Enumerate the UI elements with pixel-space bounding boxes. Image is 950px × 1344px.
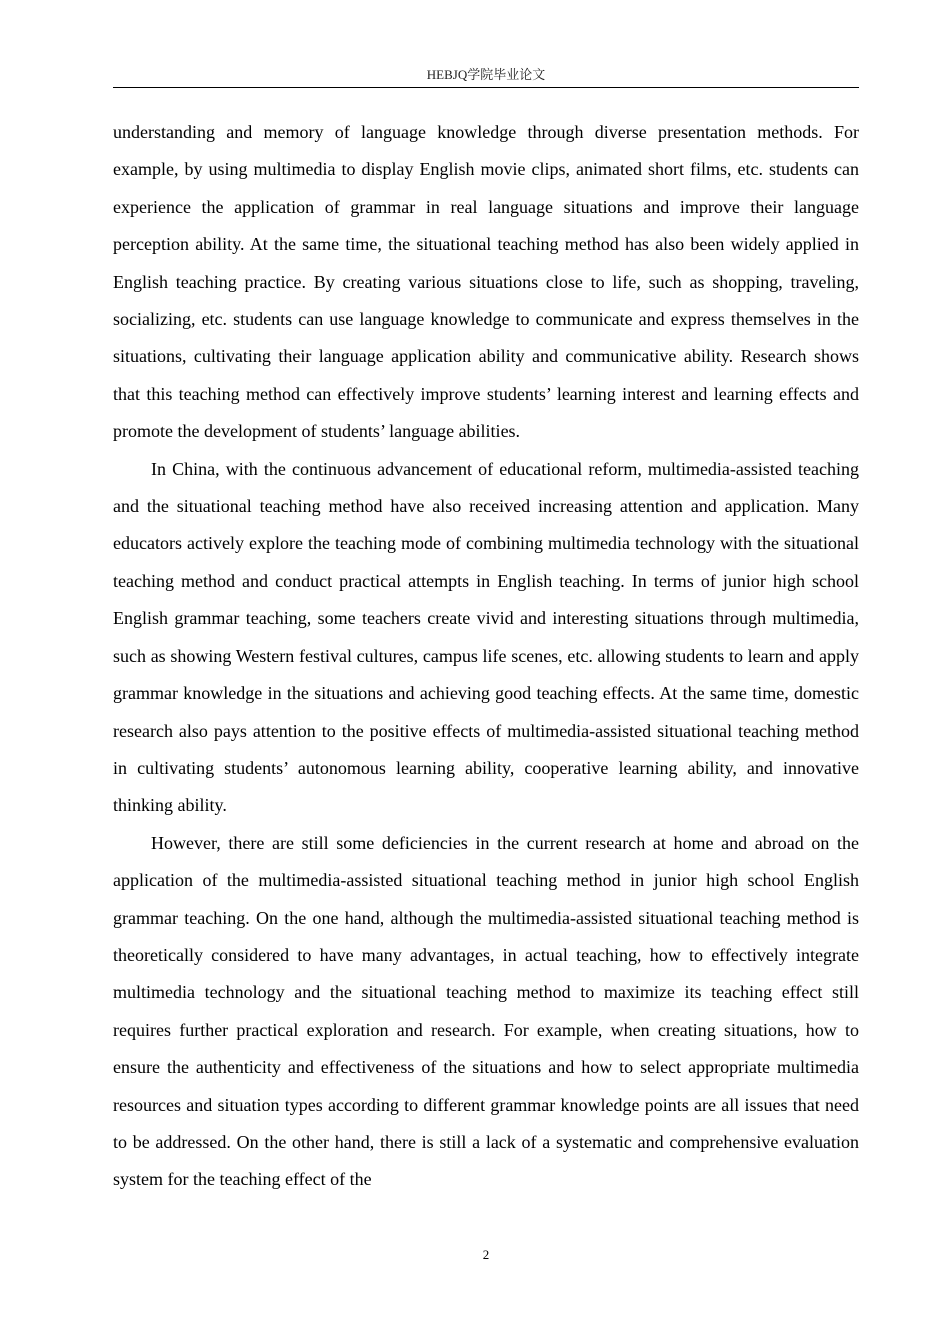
header-divider [113, 87, 859, 88]
page-header-title: HEBJQ学院毕业论文 [426, 67, 546, 82]
body-text [113, 114, 859, 1199]
paragraph-1: understanding and memory of language knowledge through diverse presentation methods. For example, by using multimedia to display English movie clips, animated short films, etc. students can experience the application of grammar in real language situations and improve their language perception ability. At the same time, the situational teaching method has also been widely applied in English teaching practice. By creating various situations close to life, such as shopping, traveling, socializing, etc. students can use language knowledge to communicate and express themselves in the situations, cultivating their language application ability and communicative ability. Research shows that this teaching method can effectively improve students’ learning interest and learning effects and promote the development of students’ language abilities. [113, 122, 859, 442]
paragraph-3: However, there are still some deficiencies in the current research at home and abroad on the application of the multimedia-assisted situational teaching method in junior high school English grammar teaching. On the one hand, although the multimedia-assisted situational teaching method is theoretically considered to have many advantages, in actual teaching, how to effectively integrate multimedia technology and the situational teaching method to maximize its teaching effect still requires further practical exploration and research. For example, when creating situations, how to ensure the authenticity and effectiveness of the situations and how to select appropriate multimedia resources and situation types according to different grammar knowledge points are all issues that need to be addressed. On the other hand, there is still a lack of a systematic and comprehensive evaluation system for the teaching effect of the [113, 832, 859, 1190]
paragraph-2: In China, with the continuous advancement of educational reform, multimedia-assisted teaching and the situational teaching method have also received increasing attention and application. Many educators actively explore the teaching mode of combining multimedia technology with the situational teaching method and conduct practical attempts in English teaching. In terms of junior high school English grammar teaching, some teachers create vivid and interesting situations through multimedia, such as showing Western festival cultures, campus life scenes, etc. allowing students to learn and apply grammar knowledge in the situations and achieving good teaching effects. At the same time, domestic research also pays attention to the positive effects of multimedia-assisted situational teaching method in cultivating students’ autonomous learning ability, cooperative learning ability, and innovative thinking ability. [113, 458, 859, 816]
page-number: 2 [482, 1247, 490, 1262]
